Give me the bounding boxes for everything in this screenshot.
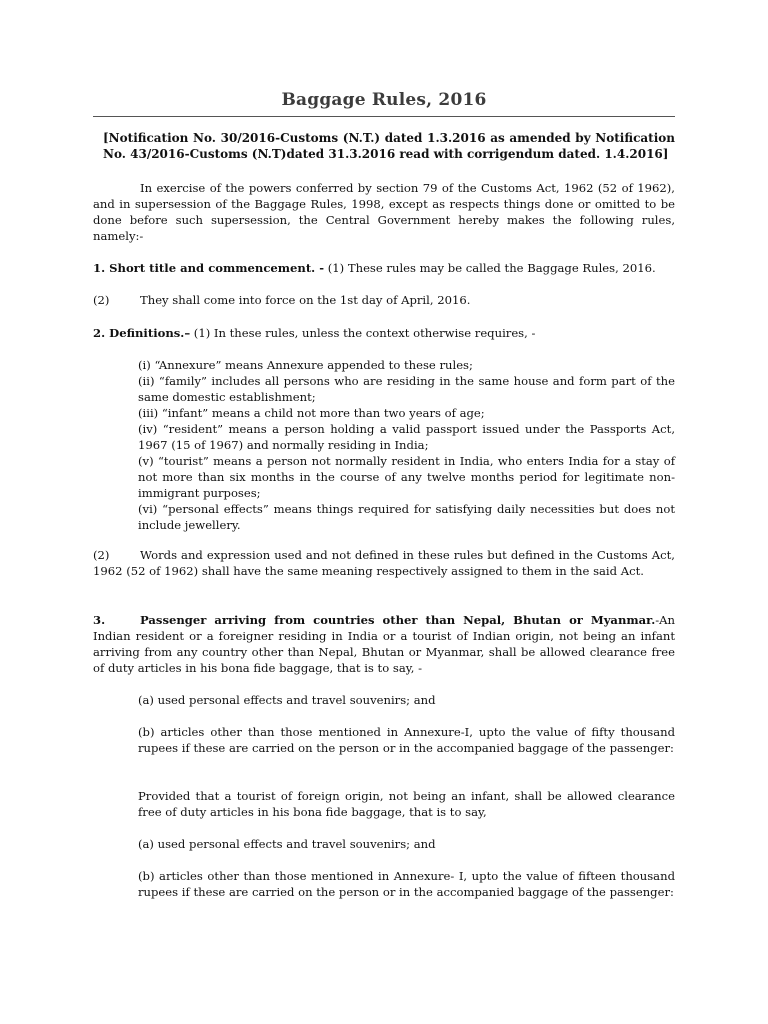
page-title: Baggage Rules, 2016 bbox=[281, 90, 487, 110]
rule-2-sub-2-number: (2) bbox=[93, 548, 110, 562]
rule-2-heading: 2. Definitions.– bbox=[93, 326, 191, 340]
rule-1-sub-2 bbox=[93, 292, 675, 308]
preamble-paragraph: In exercise of the powers conferred by section 79 of the Customs Act, 1962 (52 of 1962), and in supersession of the Baggage Rules, 1998, except as respects things done or omitted to be done before such supersession, the Central Government hereby makes the following rules, namely:- bbox=[93, 181, 675, 243]
rule-3-proviso: Provided that a tourist of foreign origin, not being an infant, shall be allowed clearance free of duty articles in his bona fide baggage, that is to say, bbox=[138, 789, 675, 819]
notification-reference: [Notification No. 30/2016-Customs (N.T.) dated 1.3.2016 as amended by Notification No. 43/2016-Customs (N.T)dated 31.3.2016 read with corrigendum dated. 1.4.2016] bbox=[103, 131, 675, 161]
rule-3-text: -An Indian resident or a foreigner residing in India or a tourist of Indian origin, not being an infant arriving from any country other than Nepal, Bhutan or Myanmar, shall be allowed clearance free of duty articles in his bona fide baggage, that is to say, - bbox=[93, 613, 675, 675]
rule-2-paragraph bbox=[93, 325, 675, 341]
rule-1-sub-2-text: They shall come into force on the 1st day of April, 2016. bbox=[140, 293, 471, 307]
definition-item: (iv) “resident” means a person holding a valid passport issued under the Passports Act, 1967 (15 of 1967) and normally residing in India; bbox=[138, 422, 675, 452]
rule-2-text: (1) In these rules, unless the context otherwise requires, - bbox=[190, 326, 536, 340]
rule-1-paragraph bbox=[93, 260, 675, 276]
rule-1-sub-2-number: (2) bbox=[93, 293, 110, 307]
rule-3-paragraph bbox=[93, 612, 675, 676]
definition-item: (iii) “infant” means a child not more than two years of age; bbox=[138, 406, 485, 420]
definition-item: (i) “Annexure” means Annexure appended to these rules; bbox=[138, 358, 473, 372]
rule-3-number: 3. bbox=[93, 613, 106, 627]
rule-3-proviso-item-b: (b) articles other than those mentioned in Annexure- I, upto the value of fifteen thousand rupees if these are carried on the person or in the accompanied baggage of the passenger: bbox=[138, 869, 675, 899]
definitions-list bbox=[138, 357, 675, 533]
rule-1-text: (1) These rules may be called the Baggage Rules, 2016. bbox=[324, 261, 656, 275]
definition-item: (ii) “family” includes all persons who are residing in the same house and form part of the same domestic establishment; bbox=[138, 374, 675, 404]
rule-2-sub-2 bbox=[93, 547, 675, 579]
rule-1-heading: 1. Short title and commencement. - bbox=[93, 261, 325, 275]
rule-3-heading: Passenger arriving from countries other than Nepal, Bhutan or Myanmar. bbox=[140, 613, 656, 627]
definition-item: (vi) “personal effects” means things required for satisfying daily necessities but does not include jewellery. bbox=[138, 502, 675, 532]
rule-3-item-a: (a) used personal effects and travel souvenirs; and bbox=[138, 693, 436, 707]
rule-3-item-b: (b) articles other than those mentioned in Annexure-I, upto the value of fifty thousand rupees if these are carried on the person or in the accompanied baggage of the passenger: bbox=[138, 725, 675, 755]
title-divider bbox=[93, 116, 675, 117]
definition-item: (v) “tourist” means a person not normally resident in India, who enters India for a stay of not more than six months in the course of any twelve months period for legitimate non-immigrant purposes; bbox=[138, 454, 675, 500]
rule-3-proviso-item-a: (a) used personal effects and travel souvenirs; and bbox=[138, 837, 436, 851]
rule-2-sub-2-text: Words and expression used and not defined in these rules but defined in the Customs Act, 1962 (52 of 1962) shall have the same meaning respectively assigned to them in the said Act. bbox=[93, 548, 675, 578]
